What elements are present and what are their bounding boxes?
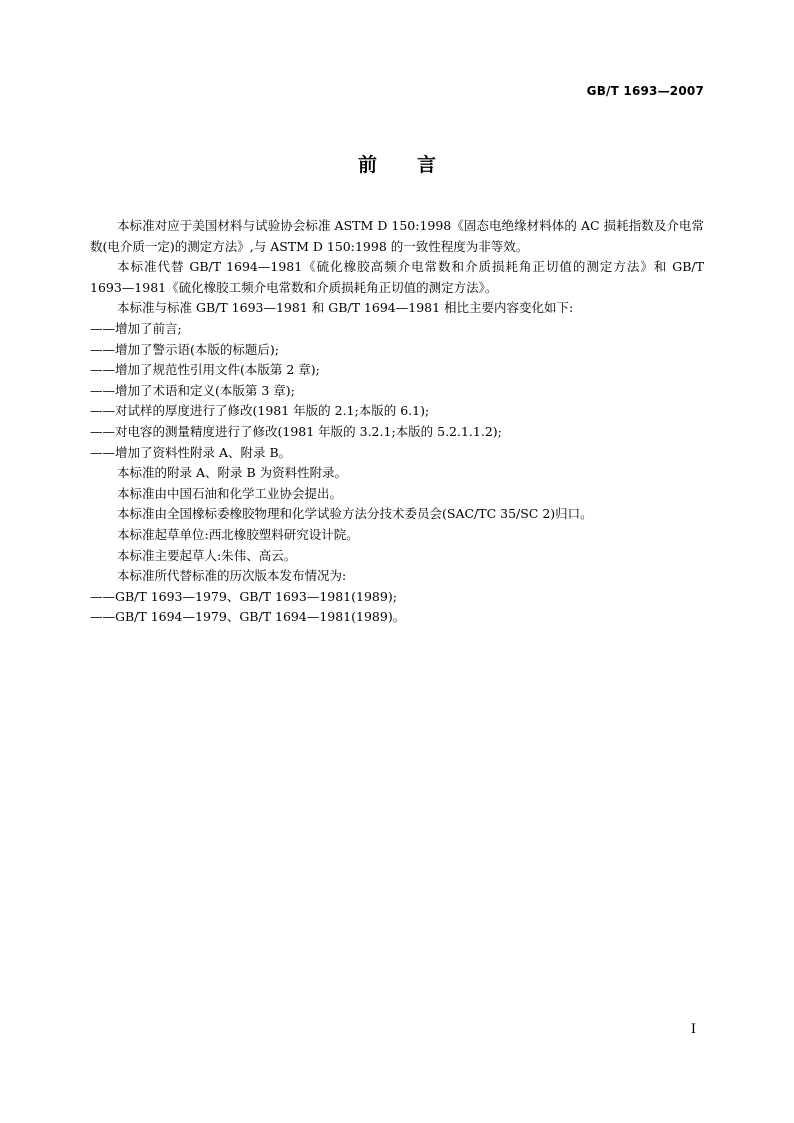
change-item: ——对电容的测量精度进行了修改(1981 年版的 3.2.1;本版的 5.2.1.1.2); [90, 423, 502, 439]
change-item: ——对试样的厚度进行了修改(1981 年版的 2.1;本版的 6.1); [90, 403, 430, 419]
statement-drafters: 本标准主要起草人:朱伟、高云。 [117, 547, 297, 563]
foreword-body [90, 216, 704, 628]
statement-history-intro: 本标准所代替标准的历次版本发布情况为: [117, 568, 347, 584]
paragraph-correspondence: 本标准对应于美国材料与试验协会标准 ASTM D 150:1998《固态电绝缘材料体的 AC 损耗指数及介电常数(电介质一定)的测定方法》,与 ASTM D 150:1998 的一致性程度为非等效。 [90, 218, 704, 254]
change-item: ——增加了前言; [90, 320, 182, 336]
statement-proposer: 本标准由中国石油和化学工业协会提出。 [117, 485, 343, 501]
statement-appendix: 本标准的附录 A、附录 B 为资料性附录。 [117, 465, 348, 481]
page-title: 前言 [357, 154, 476, 176]
change-item: ——增加了资料性附录 A、附录 B。 [90, 444, 292, 460]
history-item: ——GB/T 1694—1979、GB/T 1694—1981(1989)。 [90, 609, 406, 625]
change-item: ——增加了警示语(本版的标题后); [90, 341, 279, 357]
change-item: ——增加了术语和定义(本版第 3 章); [90, 382, 295, 398]
change-item: ——增加了规范性引用文件(本版第 2 章); [90, 362, 320, 378]
statement-drafting-unit: 本标准起草单位:西北橡胶塑料研究设计院。 [117, 526, 359, 542]
statement-committee: 本标准由全国橡标委橡胶物理和化学试验方法分技术委员会(SAC/TC 35/SC 2)归口。 [117, 506, 593, 522]
paragraph-replaces: 本标准代替 GB/T 1694—1981《硫化橡胶高频介电常数和介质损耗角正切值的测定方法》和 GB/T 1693—1981《硫化橡胶工频介电常数和介质损耗角正切值的测定方法》。 [90, 259, 704, 295]
history-item: ——GB/T 1693—1979、GB/T 1693—1981(1989); [90, 588, 397, 604]
page-number: I [690, 1022, 696, 1037]
standard-number: GB/T 1693—2007 [586, 84, 704, 98]
paragraph-changes-intro: 本标准与标准 GB/T 1693—1981 和 GB/T 1694—1981 相比主要内容变化如下: [117, 300, 574, 316]
